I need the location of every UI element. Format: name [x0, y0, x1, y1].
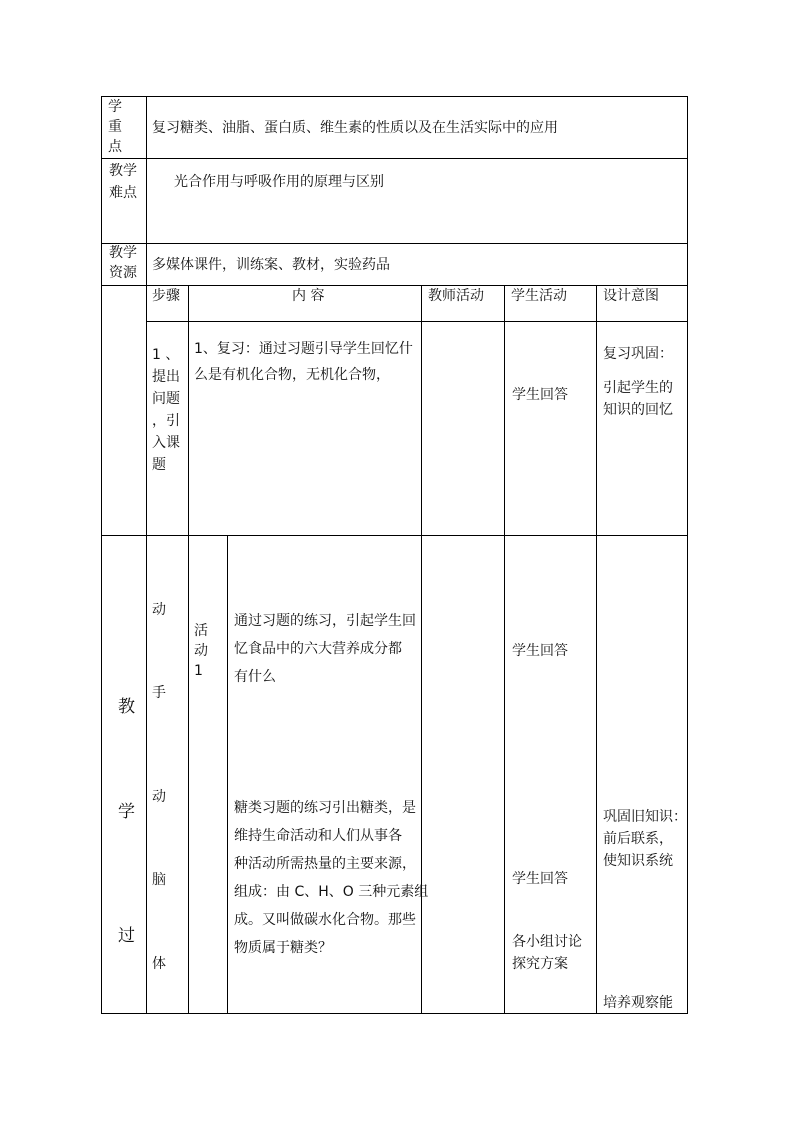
side-label-char: 动	[152, 789, 166, 805]
activity-paragraph-line: 成。又叫做碳水化合物。那些	[234, 912, 416, 928]
table-border-top	[101, 96, 688, 97]
column-divider	[227, 535, 228, 1014]
row-divider	[101, 535, 688, 536]
resources-header-line: 教学	[109, 245, 137, 261]
step1-label-line: 提出	[152, 369, 180, 385]
row-divider	[146, 321, 688, 322]
activity-label-line: 动	[194, 643, 208, 659]
activity-paragraph-line: 糖类习题的练习引出糖类，是	[234, 800, 416, 816]
student-activity-c	[512, 931, 582, 975]
activity-label	[194, 621, 208, 681]
column-divider	[504, 285, 505, 1014]
focus-header-line: 学	[108, 99, 122, 115]
step1-content-line: 么是有机化合物，无机化合物，	[194, 367, 390, 383]
student-activity-b: 学生回答	[512, 871, 568, 887]
step1-content-line: 1、复习：通过习题引导学生回忆什	[194, 341, 413, 357]
design-intent-a-line: 前后联系，	[603, 831, 673, 847]
step1-label	[152, 344, 180, 476]
design-intent-b: 培养观察能	[603, 995, 673, 1011]
side-label-char: 动	[152, 602, 166, 618]
focus-header-line: 点	[108, 139, 122, 155]
activity-paragraph-line: 种活动所需热量的主要来源，	[234, 856, 416, 872]
focus-header	[108, 97, 122, 157]
activity-label-line: 活	[194, 623, 208, 639]
resources-header	[109, 243, 137, 283]
table-border-left	[101, 96, 102, 1014]
table-border-bottom	[101, 1013, 688, 1014]
step1-student: 学生回答	[512, 387, 568, 403]
column-divider	[188, 285, 189, 1014]
col-header-student: 学生活动	[511, 288, 567, 304]
step1-design-line: 引起学生的	[603, 380, 673, 396]
col-header-teacher: 教师活动	[428, 288, 484, 304]
design-intent-a-line: 巩固旧知识：	[603, 809, 687, 825]
student-activity-c-line: 各小组讨论	[512, 934, 582, 950]
table-border-right	[687, 96, 688, 1014]
step1-design-line: 知识的回忆	[603, 402, 673, 418]
step1-label-line: ，引	[152, 413, 180, 429]
focus-header-line: 重	[108, 119, 122, 135]
activity-paragraph-line: 有什么	[234, 669, 276, 685]
difficulty-content: 光合作用与呼吸作用的原理与区别	[174, 174, 384, 190]
focus-content: 复习糖类、油脂、蛋白质、维生素的性质以及在生活实际中的应用	[152, 120, 558, 136]
side-label-char: 脑	[152, 872, 166, 888]
side-label-char: 手	[152, 685, 166, 701]
difficulty-header-line: 难点	[109, 185, 137, 201]
design-intent-a-line: 使知识系统	[603, 853, 673, 869]
step1-label-line: 问题	[152, 391, 180, 407]
row-divider	[101, 158, 688, 159]
column-divider	[146, 96, 147, 1014]
activity-paragraph-line: 维持生命活动和人们从事各	[234, 828, 402, 844]
column-divider	[596, 285, 597, 1014]
row-divider	[101, 285, 688, 286]
difficulty-header	[109, 160, 137, 204]
step1-label-line: 1 、	[152, 347, 180, 363]
step1-label-line: 题	[152, 457, 166, 473]
activity-paragraph-line: 忆食品中的六大营养成分都	[234, 641, 402, 657]
student-activity-a: 学生回答	[512, 643, 568, 659]
step1-label-line: 入课	[152, 435, 180, 451]
difficulty-header-line: 教学	[109, 163, 137, 179]
step1-design	[603, 343, 673, 421]
resources-content: 多媒体课件，训练案、教材，实验药品	[152, 257, 390, 273]
side-label-char: 体	[152, 956, 166, 972]
activity-paragraph-line: 物质属于糖类？	[234, 940, 332, 956]
design-intent-a	[603, 806, 687, 872]
row-divider	[101, 243, 688, 244]
resources-header-line: 资源	[109, 265, 137, 281]
activity-paragraph-2	[234, 794, 428, 962]
col-header-content: 内 容	[292, 288, 325, 304]
section-label-char: 学	[118, 802, 135, 822]
section-label-char: 过	[118, 926, 135, 946]
step1-design-line: 复习巩固：	[603, 346, 673, 362]
col-header-design: 设计意图	[603, 288, 659, 304]
activity-paragraph-1	[234, 607, 416, 691]
student-activity-c-line: 探究方案	[512, 956, 568, 972]
activity-label-line: 1	[194, 663, 203, 679]
activity-paragraph-line: 组成：由 C、H、O 三种元素组	[234, 884, 429, 900]
col-header-step: 步骤	[152, 288, 180, 304]
step1-content	[194, 336, 413, 388]
section-label-char: 教	[118, 697, 135, 717]
activity-paragraph-line: 通过习题的练习，引起学生回	[234, 613, 416, 629]
